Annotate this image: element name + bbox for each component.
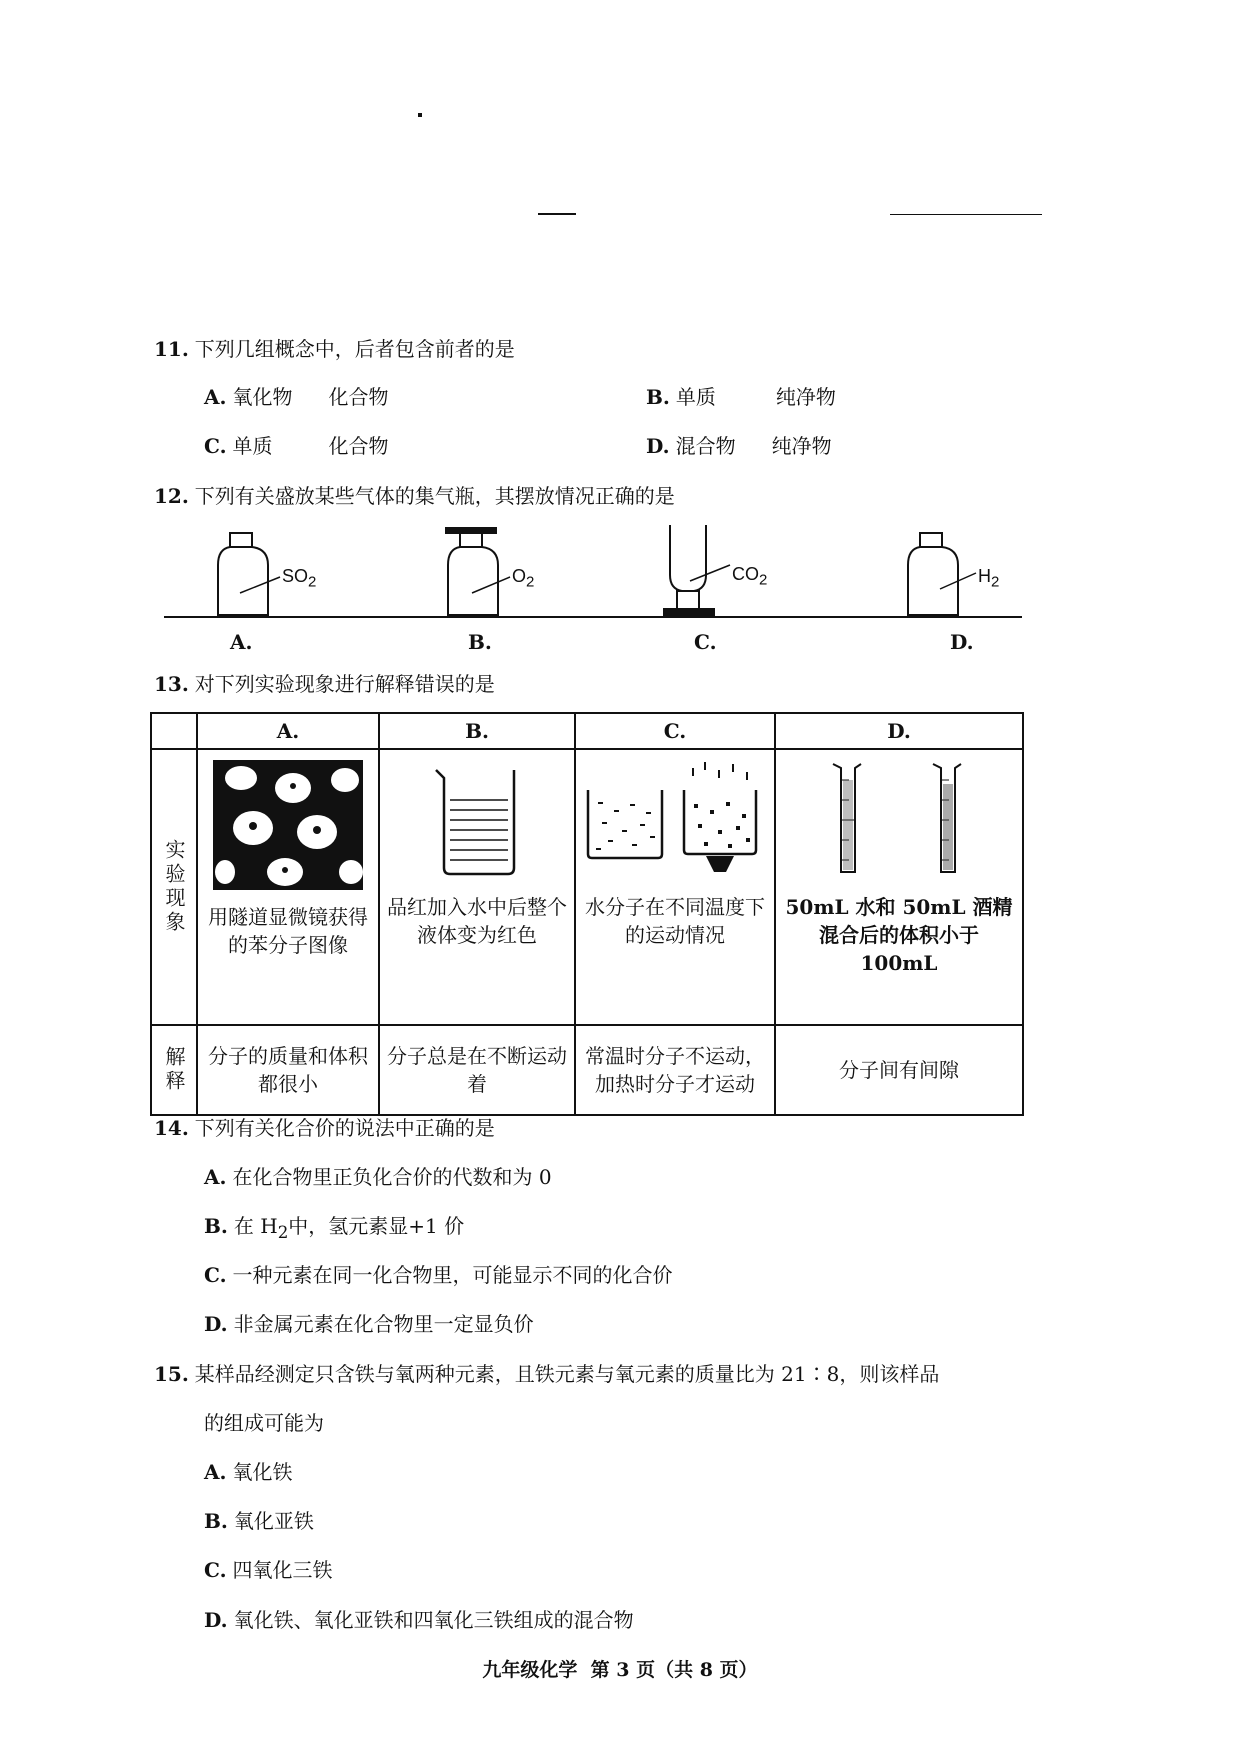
option-term-1: 混合物 xyxy=(675,434,736,458)
question-number: 12. xyxy=(154,484,189,508)
option-letter: D. xyxy=(204,1608,228,1632)
col-header-c: C. xyxy=(575,713,775,749)
col-header-b: B. xyxy=(379,713,575,749)
page-footer: 九年级化学 第 3 页（共 8 页） xyxy=(482,1659,758,1681)
option-letter: B. xyxy=(204,1214,228,1238)
option-text: 非金属元素在化合物里一定显负价 xyxy=(233,1312,534,1336)
question-text-line2: 的组成可能为 xyxy=(204,1411,324,1435)
bottle-b xyxy=(446,528,510,615)
option-letter: A. xyxy=(204,1460,227,1484)
question-text: 下列几组概念中，后者包含前者的是 xyxy=(194,337,515,361)
bottle-d xyxy=(908,533,976,615)
table-corner-cell xyxy=(151,713,197,749)
bottle-c-gas-label xyxy=(732,564,767,589)
question-number: 13. xyxy=(154,672,189,696)
explanation-b: 分子总是在不断运动着 xyxy=(379,1025,575,1115)
row-label-text: 实验现象 xyxy=(162,839,186,935)
question-text: 下列有关盛放某些气体的集气瓶，其摆放情况正确的是 xyxy=(194,484,675,508)
option-term-1: 氧化物 xyxy=(232,385,293,409)
option-term-2: 纯净物 xyxy=(775,385,836,409)
q15-option-c xyxy=(204,1554,333,1583)
option-term-2: 化合物 xyxy=(328,434,389,458)
col-header-a: A. xyxy=(197,713,379,749)
bottle-c xyxy=(664,525,730,615)
gas-subscript: 2 xyxy=(991,573,1000,591)
question-14 xyxy=(154,1112,495,1141)
q15-option-b xyxy=(204,1505,314,1534)
row-label-text: 解释 xyxy=(162,1046,186,1094)
option-letter: B. xyxy=(646,385,670,409)
q14-option-a xyxy=(204,1161,552,1190)
cell-d-phenomenon xyxy=(775,749,1023,1025)
gas-subscript: 2 xyxy=(526,573,535,591)
bottle-a-letter: A. xyxy=(230,630,253,654)
cell-c-phenomenon xyxy=(575,749,775,1025)
question-text: 对下列实验现象进行解释错误的是 xyxy=(194,672,495,696)
bottle-c-letter: C. xyxy=(694,630,717,654)
gas-formula: H xyxy=(978,566,991,586)
question-text: 下列有关化合价的说法中正确的是 xyxy=(194,1116,495,1140)
phenomenon-text-d: 50mL 水和 50mL 酒精混合后的体积小于 100mL xyxy=(785,895,1013,975)
option-term-1: 单质 xyxy=(232,434,273,458)
explanation-d: 分子间有间隙 xyxy=(775,1025,1023,1115)
option-text: 氧化亚铁 xyxy=(233,1509,314,1533)
option-letter: C. xyxy=(204,1263,227,1287)
question-number: 11. xyxy=(154,337,189,361)
q14-option-d xyxy=(204,1308,534,1337)
option-letter: C. xyxy=(204,1558,227,1582)
gas-subscript: 2 xyxy=(308,573,317,591)
bottle-a-gas-label xyxy=(282,566,316,591)
question-text-line1: 某样品经测定只含铁与氧两种元素，且铁元素与氧元素的质量比为 21∶8，则该样品 xyxy=(194,1362,940,1386)
graduated-cylinders-icon xyxy=(819,760,979,880)
question-number: 15. xyxy=(154,1362,189,1386)
q14-option-b xyxy=(204,1210,464,1242)
header-rule-left xyxy=(538,213,576,215)
question-13 xyxy=(154,668,495,697)
question-11 xyxy=(154,333,515,362)
q11-option-b xyxy=(646,381,836,410)
bottle-d-gas-label xyxy=(978,566,999,591)
option-text: 在化合物里正负化合价的代数和为 0 xyxy=(232,1165,552,1189)
gas-formula: CO xyxy=(732,564,759,584)
bottle-b-letter: B. xyxy=(468,630,492,654)
option-subscript: 2 xyxy=(277,1223,289,1242)
q14-option-c xyxy=(204,1259,673,1288)
option-text: 一种元素在同一化合物里，可能显示不同的化合价 xyxy=(232,1263,673,1287)
option-letter: A. xyxy=(204,385,227,409)
option-text-post: 中，氢元素显+1 价 xyxy=(288,1214,465,1238)
q11-option-d xyxy=(646,430,832,459)
q11-option-a xyxy=(204,381,388,410)
question-15-line2 xyxy=(204,1407,324,1436)
option-text: 氧化铁、氧化亚铁和四氧化三铁组成的混合物 xyxy=(233,1608,634,1632)
row-label-explanation xyxy=(151,1025,197,1115)
col-header-d: D. xyxy=(775,713,1023,749)
q15-option-d xyxy=(204,1604,634,1633)
option-text-pre: 在 H xyxy=(233,1214,278,1238)
phenomenon-text-b: 品红加入水中后整个液体变为红色 xyxy=(387,895,567,947)
cell-b-phenomenon xyxy=(379,749,575,1025)
option-letter: A. xyxy=(204,1165,227,1189)
gas-formula: SO xyxy=(282,566,309,586)
gas-formula: O xyxy=(512,566,527,586)
phenomenon-row xyxy=(151,749,1023,1025)
option-text: 氧化铁 xyxy=(232,1460,293,1484)
phenomenon-text-a: 用隧道显微镜获得的苯分子图像 xyxy=(208,905,368,957)
option-letter: D. xyxy=(204,1312,228,1336)
q13-table xyxy=(150,712,1024,1116)
benzene-stm-image xyxy=(213,760,363,890)
header-rule-right xyxy=(890,214,1042,215)
question-12 xyxy=(154,480,675,509)
option-term-2: 纯净物 xyxy=(771,434,832,458)
scan-speck xyxy=(418,113,422,117)
question-15-line1 xyxy=(154,1358,939,1387)
option-letter: D. xyxy=(646,434,670,458)
bottle-b-gas-label xyxy=(512,566,534,591)
option-letter: B. xyxy=(204,1509,228,1533)
beaker-icon xyxy=(422,760,532,880)
option-text: 四氧化三铁 xyxy=(232,1558,333,1582)
gas-subscript: 2 xyxy=(759,571,768,589)
option-term-1: 单质 xyxy=(675,385,716,409)
cell-a-phenomenon xyxy=(197,749,379,1025)
explanation-a: 分子的质量和体积都很小 xyxy=(197,1025,379,1115)
two-beakers-heating-icon xyxy=(580,760,770,880)
option-term-2: 化合物 xyxy=(328,385,389,409)
q11-option-c xyxy=(204,430,389,459)
bottle-d-letter: D. xyxy=(950,630,974,654)
question-number: 14. xyxy=(154,1116,189,1140)
explanation-row xyxy=(151,1025,1023,1115)
q15-option-a xyxy=(204,1456,292,1485)
option-letter: C. xyxy=(204,434,227,458)
row-label-phenomenon xyxy=(151,749,197,1025)
bottle-a xyxy=(218,533,280,615)
explanation-c: 常温时分子不运动，加热时分子才运动 xyxy=(575,1025,775,1115)
table-header-row xyxy=(151,713,1023,749)
phenomenon-text-c: 水分子在不同温度下的运动情况 xyxy=(585,895,765,947)
